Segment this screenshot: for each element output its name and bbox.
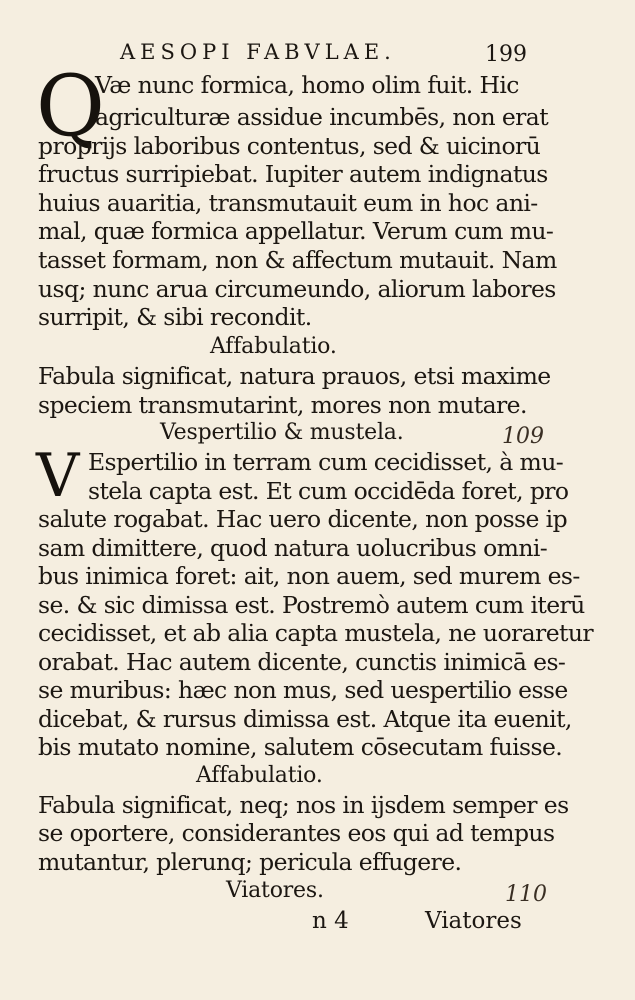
signature-mark: n 4: [312, 908, 349, 934]
margin-number-109: 109: [502, 424, 544, 449]
fable1-line-1: Væ nunc formica, homo olim fuit. Hic: [95, 71, 519, 99]
catchword: Viatores: [425, 908, 522, 934]
fable2-line-3: salute rogabat. Hac uero dicente, non posse ip: [38, 505, 568, 533]
affabulatio-heading-1: Affabulatio.: [210, 334, 337, 359]
fable2-line-4: sam dimittere, quod natura uolucribus omni-: [38, 534, 548, 562]
fable1-line-8: usq; nunc arua circumeundo, aliorum labores: [38, 275, 556, 303]
fable2-moral-line-2: se oportere, considerantes eos qui ad tempus: [38, 819, 555, 847]
fable2-line-8: orabat. Hac autem dicente, cunctis inimicā es-: [38, 648, 566, 676]
running-head: AESOPI FABVLAE.: [120, 40, 396, 64]
fable1-moral-line-1: Fabula significat, natura prauos, etsi maxime: [38, 362, 551, 390]
folio-number: 199: [485, 42, 527, 67]
drop-cap-q: Q: [36, 57, 105, 155]
fable1-line-3: proprijs laboribus contentus, sed & uicinorū: [38, 132, 541, 160]
fable2-line-11: bis mutato nomine, salutem cōsecutam fuisse.: [38, 733, 563, 761]
fable2-line-2: stela capta est. Et cum occidēda foret, pro: [88, 477, 569, 505]
margin-number-110: 110: [505, 882, 547, 907]
fable1-moral-line-2: speciem transmutarint, mores non mutare.: [38, 391, 527, 419]
fable1-line-7: tasset formam, non & affectum mutauit. Nam: [38, 246, 557, 274]
fable2-moral-line-1: Fabula significat, neq; nos in ijsdem semper es: [38, 791, 569, 819]
fable2-line-1: Espertilio in terram cum cecidisset, à mu-: [88, 448, 564, 476]
fable1-line-4: fructus surripiebat. Iupiter autem indignatus: [38, 160, 548, 188]
fable2-title: Vespertilio & mustela.: [160, 420, 404, 445]
fable3-title: Viatores.: [226, 878, 324, 903]
fable1-line-6: mal, quæ formica appellatur. Verum cum mu-: [38, 217, 554, 245]
fable2-moral-line-3: mutantur, plerunq; pericula effugere.: [38, 848, 462, 876]
fable2-line-10: dicebat, & rursus dimissa est. Atque ita euenit,: [38, 705, 572, 733]
drop-cap-v: V: [36, 441, 80, 511]
fable2-line-7: cecidisset, et ab alia capta mustela, ne uoraretur: [38, 619, 594, 647]
fable1-line-5: huius auaritia, transmutauit eum in hoc ani-: [38, 189, 538, 217]
fable1-line-2: agriculturæ assidue incumbēs, non erat: [95, 103, 549, 131]
fable2-line-6: se. & sic dimissa est. Postremò autem cum iterū: [38, 591, 585, 619]
affabulatio-heading-2: Affabulatio.: [196, 763, 323, 788]
fable2-line-9: se muribus: hæc non mus, sed uespertilio esse: [38, 676, 568, 704]
fable1-line-9: surripit, & sibi recondit.: [38, 303, 312, 331]
fable2-line-5: bus inimica foret: ait, non auem, sed murem es-: [38, 562, 580, 590]
